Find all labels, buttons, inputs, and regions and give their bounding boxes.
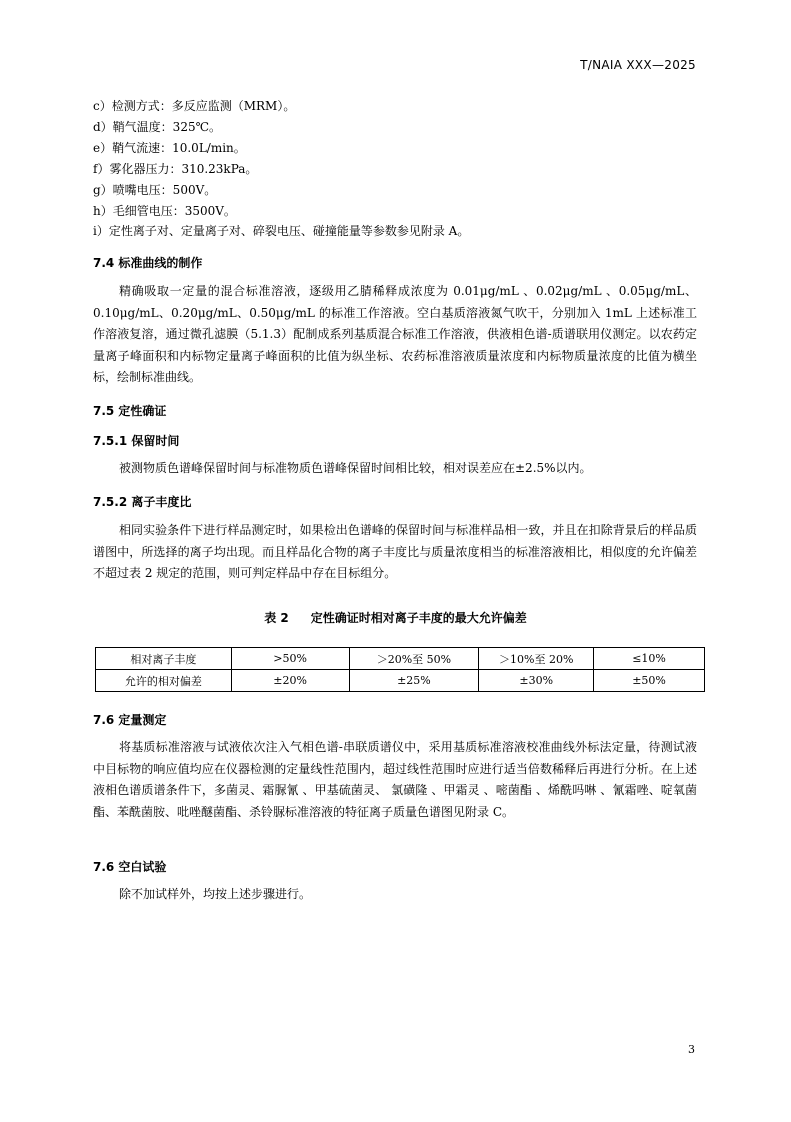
table-2-caption [0, 609, 791, 626]
condition-item-f: f）雾化器压力：310.23kPa。 [93, 162, 258, 176]
section-7-4-heading: 7.4 标准曲线的制作 [93, 256, 203, 270]
condition-item-c: c）检测方式：多反应监测（MRM）。 [93, 99, 296, 113]
table-cell: ±20% [231, 670, 349, 692]
table-cell: >50% [231, 648, 349, 670]
table-cell: ±25% [349, 670, 479, 692]
section-7-6-blank-paragraph: 除不加试样外，均按上述步骤进行。 [119, 887, 312, 901]
section-7-5-heading: 7.5 定性确证 [93, 404, 167, 418]
section-7-5-1-paragraph: 被测物质色谱峰保留时间与标准物质色谱峰保留时间相比较，相对误差应在±2.5%以内。 [119, 461, 592, 475]
table-cell: 允许的相对偏差 [96, 670, 232, 692]
condition-item-i: i）定性离子对、定量离子对、碎裂电压、碰撞能量等参数参见附录 A。 [93, 224, 470, 238]
condition-item-e: e）鞘气流速：10.0L/min。 [93, 141, 246, 155]
table-cell: ≤10% [594, 648, 705, 670]
document-id-header: T/NAIA XXX—2025 [580, 58, 696, 72]
condition-item-g: g）喷嘴电压：500V。 [93, 183, 217, 197]
section-7-5-1-heading: 7.5.1 保留时间 [93, 434, 180, 448]
section-7-4-paragraph: 精确吸取一定量的混合标准溶液，逐级用乙腈稀释成浓度为 0.01μg/mL 、0.02μg/mL 、0.05μg/mL、0.10μg/mL、0.20μg/mL、0.50μg/mL 的标准工作溶液。空白基质溶液氮气吹干，分别加入 1mL 上述标准工作溶液复溶，通过微孔滤膜（5.1.3）配制成系列基质混合标准工作溶液，供液相色谱-质谱联用仪测定。以农药定量离子峰面积和内标物定量离子峰面积的比值为纵坐标、农药标准溶液质量浓度和内标物质量浓度的比值为横坐标，绘制标准曲线。 [93, 284, 697, 385]
table-cell: ＞10%至 20% [479, 648, 594, 670]
page-number: 3 [688, 1043, 695, 1056]
section-7-6-quantitation-paragraph: 将基质标准溶液与试液依次注入气相色谱-串联质谱仪中，采用基质标准溶液校准曲线外标法定量，待测试液中目标物的响应值均应在仪器检测的定量线性范围内，超过线性范围时应进行适当倍数稀释后再进行分析。在上述液相色谱质谱条件下，多菌灵、霜脲氰 、甲基硫菌灵、 氯磺隆 、甲霜灵 、嘧菌酯 、烯酰吗啉 、氰霜唑、啶氧菌酯、苯酰菌胺、吡唑醚菌酯、杀铃脲标准溶液的特征离子质量色谱图见附录 C。 [93, 740, 697, 819]
table-cell: ±30% [479, 670, 594, 692]
condition-item-d: d）鞘气温度：325℃。 [93, 120, 222, 134]
table-cell: ±50% [594, 670, 705, 692]
section-7-5-2-heading: 7.5.2 离子丰度比 [93, 495, 192, 509]
table-cell: 相对离子丰度 [96, 648, 232, 670]
table-number: 表 2 [264, 611, 289, 625]
table-cell: ＞20%至 50% [349, 648, 479, 670]
ion-abundance-deviation-table [95, 647, 705, 692]
section-7-6-blank-heading: 7.6 空白试验 [93, 860, 167, 874]
table-title: 定性确证时相对离子丰度的最大允许偏差 [310, 611, 527, 625]
section-7-5-2-paragraph: 相同实验条件下进行样品测定时，如果检出色谱峰的保留时间与标准样品相一致，并且在扣除背景后的样品质谱图中，所选择的离子均出现。而且样品化合物的离子丰度比与质量浓度相当的标准溶液相比，相似度的允许偏差不超过表 2 规定的范围，则可判定样品中存在目标组分。 [93, 523, 697, 581]
table-row [96, 648, 705, 670]
condition-item-h: h）毛细管电压：3500V。 [93, 204, 236, 218]
table-row [96, 670, 705, 692]
section-7-6-quantitation-heading: 7.6 定量测定 [93, 713, 167, 727]
